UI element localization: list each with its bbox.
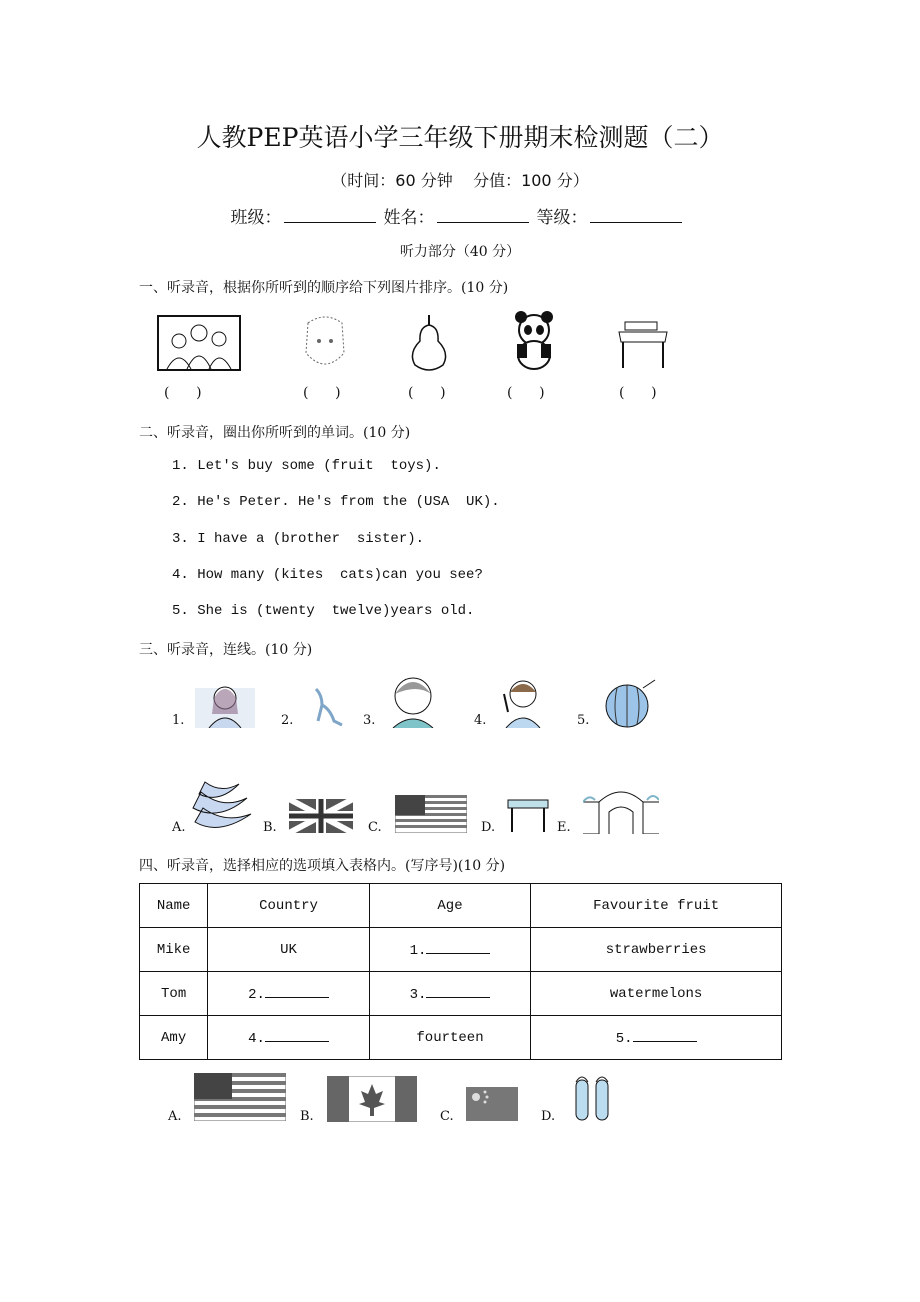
table-row [140, 928, 782, 972]
cell-blank[interactable] [369, 928, 530, 972]
cell: strawberries [531, 928, 782, 972]
usa-flag-icon-a [194, 1073, 286, 1121]
match-num-2: 2. [281, 713, 294, 728]
name-label: 姓名： [383, 208, 435, 228]
boy-pointing-icon [500, 672, 546, 728]
zoo-gate-icon [583, 782, 659, 834]
match-letter-c: C. [368, 820, 382, 835]
class-blank[interactable] [284, 206, 376, 223]
canada-flag-icon [327, 1076, 417, 1122]
answer-table [139, 883, 782, 1060]
girl-sketch-icon [298, 313, 352, 373]
panda-icon [505, 310, 563, 372]
match-num-3: 3. [363, 713, 376, 728]
usa-flag-icon [395, 795, 467, 833]
answer-line[interactable] [265, 1029, 329, 1042]
bananas-icon [189, 778, 257, 834]
blank-number: 4. [248, 1030, 265, 1047]
uk-flag-icon [289, 799, 353, 833]
cell-blank[interactable] [369, 972, 530, 1016]
header-fruit: Favourite fruit [531, 884, 782, 928]
match-letter-e: E. [557, 820, 571, 835]
desk-icon [615, 318, 671, 370]
kangaroo-icon [308, 685, 344, 729]
grade-label: 等级： [536, 208, 588, 228]
watermelon-icon [603, 676, 657, 728]
cell: watermelons [531, 972, 782, 1016]
section4-heading: 四、听录音，选择相应的选项填入表格内。(写序号)(10 分) [139, 858, 506, 874]
match-num-4: 4. [474, 713, 487, 728]
pear-icon [405, 313, 453, 373]
cell-blank[interactable] [208, 1016, 369, 1060]
cell-blank[interactable] [208, 972, 369, 1016]
part-heading: 听力部分（40 分） [399, 244, 521, 260]
family-picture-icon [157, 315, 241, 371]
cell-blank[interactable] [531, 1016, 782, 1060]
table-row [140, 972, 782, 1016]
table-row [140, 1016, 782, 1060]
answer-line[interactable] [426, 985, 490, 998]
grade-blank[interactable] [590, 206, 682, 223]
question-5: 5. She is (twenty twelve)years old. [172, 603, 475, 619]
order-blank-5[interactable]: ( ) [619, 385, 657, 401]
answer-line[interactable] [265, 985, 329, 998]
match-letter-a: A. [172, 820, 186, 835]
section3-heading: 三、听录音，连线。(10 分) [139, 642, 313, 658]
answer-line[interactable] [426, 941, 490, 954]
cell: UK [208, 928, 369, 972]
order-blank-1[interactable]: ( ) [164, 385, 202, 401]
section1-heading: 一、听录音，根据你所听到的顺序给下列图片排序。(10 分) [139, 280, 509, 296]
match-num-1: 1. [172, 713, 185, 728]
cell: fourteen [369, 1016, 530, 1060]
option-letter-d: D. [541, 1109, 556, 1124]
girl-icon [195, 680, 255, 728]
name-blank[interactable] [437, 206, 529, 223]
boy-icon [387, 670, 439, 728]
match-num-5: 5. [577, 713, 590, 728]
cell: Tom [140, 972, 208, 1016]
page-title: 人教PEP英语小学三年级下册期末检测题（二） [196, 123, 724, 152]
match-letter-b: B. [263, 820, 277, 835]
order-blank-4[interactable]: ( ) [507, 385, 545, 401]
subtitle: （时间：60 分钟 分值：100 分） [331, 171, 589, 190]
question-1: 1. Let's buy some (fruit toys). [172, 458, 441, 474]
blank-number: 3. [409, 986, 427, 1003]
order-blank-2[interactable]: ( ) [303, 385, 341, 401]
desk-icon-d [506, 796, 550, 832]
answer-line[interactable] [633, 1029, 697, 1042]
header-name: Name [140, 884, 208, 928]
question-4: 4. How many (kites cats)can you see? [172, 567, 483, 583]
blank-number: 2. [248, 986, 265, 1003]
match-letter-d: D. [481, 820, 496, 835]
option-letter-a: A. [168, 1109, 182, 1124]
section2-heading: 二、听录音，圈出你所听到的单词。(10 分) [139, 425, 411, 441]
class-label: 班级： [230, 208, 282, 228]
order-blank-3[interactable]: ( ) [408, 385, 446, 401]
header-country: Country [208, 884, 369, 928]
header-age: Age [369, 884, 530, 928]
blank-number: 5. [615, 1030, 633, 1047]
cell: Amy [140, 1016, 208, 1060]
question-3: 3. I have a (brother sister). [172, 531, 425, 547]
table-header-row [140, 884, 782, 928]
blank-number: 1. [409, 942, 427, 959]
china-flag-icon [466, 1087, 518, 1121]
option-letter-b: B. [300, 1109, 314, 1124]
question-2: 2. He's Peter. He's from the (USA UK). [172, 494, 500, 510]
popsicles-icon [572, 1072, 612, 1122]
option-letter-c: C. [440, 1109, 454, 1124]
student-info [0, 203, 920, 228]
cell: Mike [140, 928, 208, 972]
